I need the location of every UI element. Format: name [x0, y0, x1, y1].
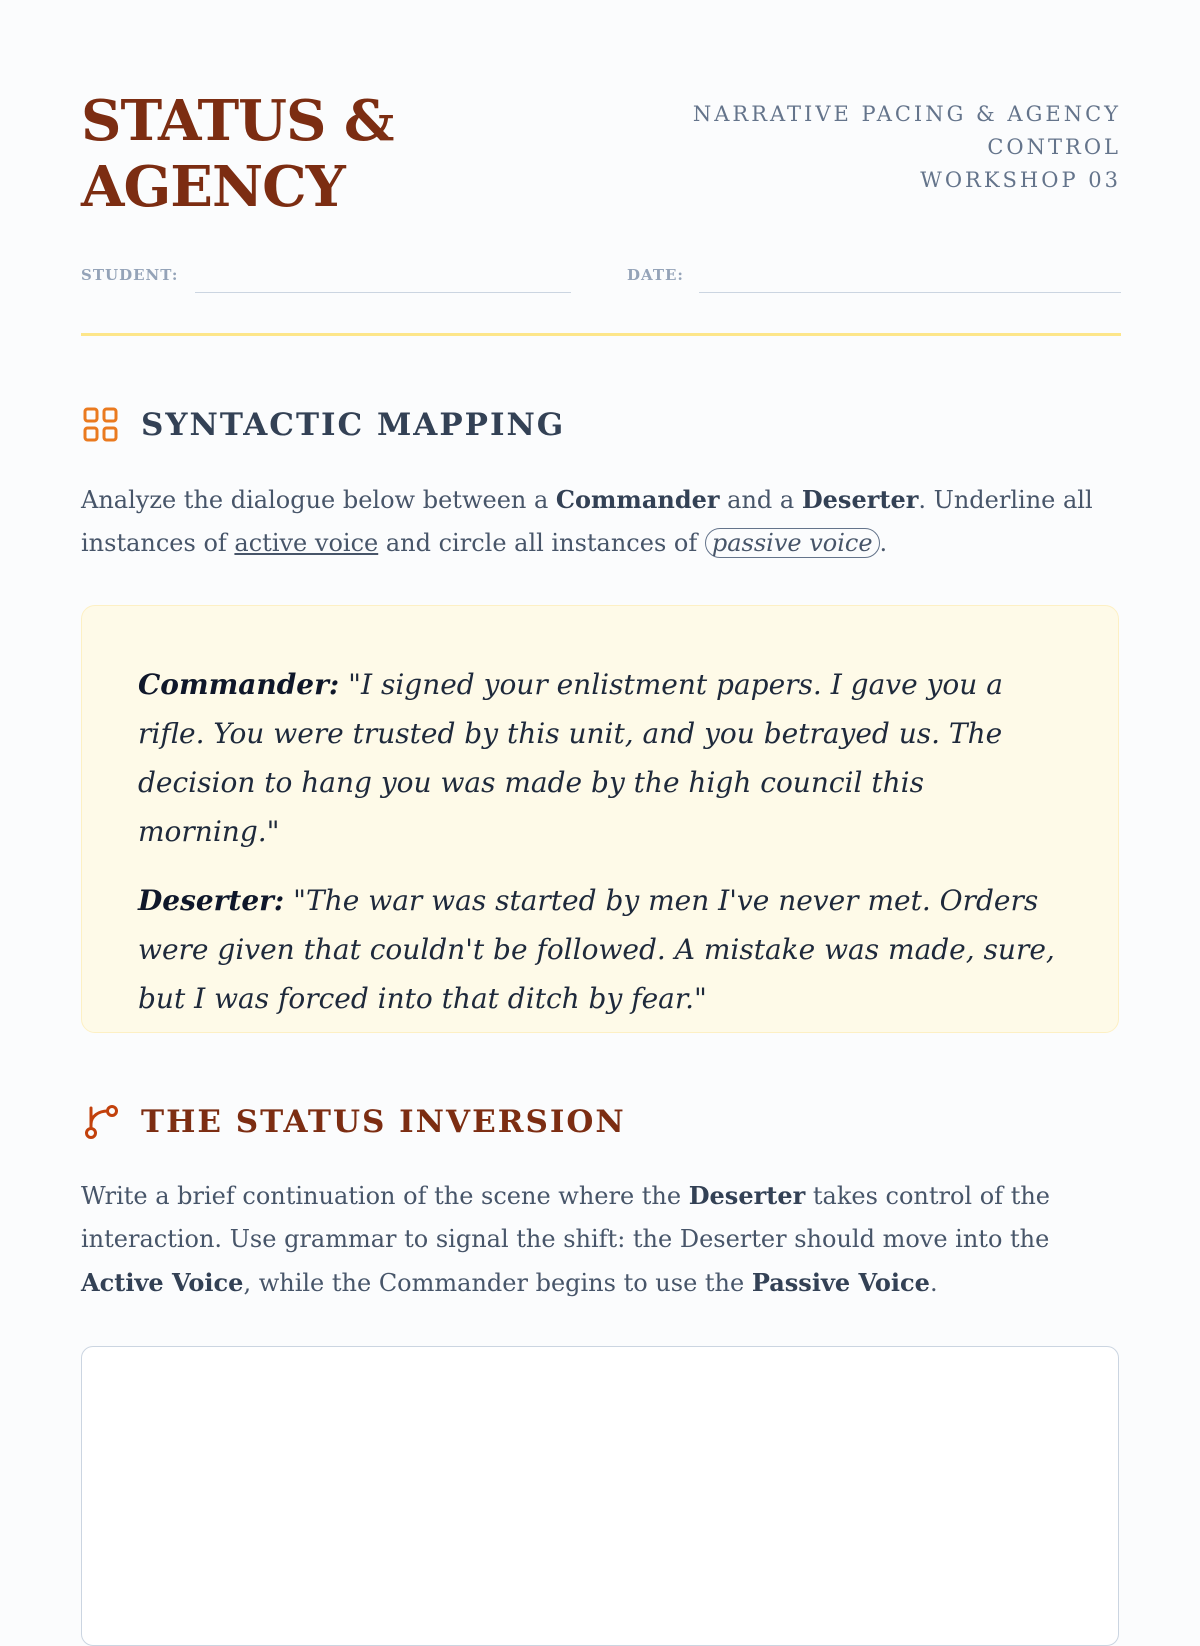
- section-title: THE STATUS INVERSION: [141, 1104, 626, 1140]
- speaker-name: Commander:: [138, 668, 340, 701]
- writing-answer-box[interactable]: [81, 1346, 1119, 1646]
- meta-line-1: NARRATIVE PACING & AGENCY: [692, 102, 1121, 126]
- instr-text: takes control of the interaction. Use grammar to signal the shift: the Deserter should move into the: [81, 1182, 1050, 1253]
- section-status-inversion-header: [81, 1102, 626, 1142]
- dialogue-line: [138, 660, 1062, 856]
- instr-bold: Passive Voice: [751, 1268, 930, 1297]
- dialogue-box: [81, 605, 1119, 1033]
- meta-line-3: WORKSHOP 03: [920, 168, 1121, 192]
- title-line-1: STATUS &: [81, 88, 394, 154]
- dialogue-text: "The war was started by men I've never met. Orders were given that couldn't be followed. A mistake was made, sure, but I was forced into that ditch by fear.": [138, 884, 1055, 1015]
- instr-text: Analyze the dialogue below between a: [81, 486, 556, 514]
- workshop-meta: [693, 98, 1121, 197]
- date-field[interactable]: [699, 292, 1121, 293]
- instr-text: and a: [719, 486, 802, 514]
- speaker-name: Deserter:: [138, 884, 285, 917]
- active-voice-example: active voice: [234, 529, 379, 557]
- section-title: SYNTACTIC MAPPING: [141, 407, 566, 443]
- page-title: [81, 88, 393, 220]
- instr-bold: Deserter: [688, 1181, 806, 1210]
- section-instructions: [81, 478, 1121, 565]
- grid-icon: [81, 405, 121, 445]
- student-info-row: [81, 258, 1121, 294]
- instr-bold: Active Voice: [81, 1268, 244, 1297]
- section-syntactic-mapping-header: [81, 405, 565, 445]
- instr-text: .: [879, 529, 888, 557]
- dialogue-text: "I signed your enlistment papers. I gave you a rifle. You were trusted by this unit, and you betrayed us. The decision to hang you was made by the high council this morning.": [138, 668, 1003, 848]
- passive-voice-example: passive voice: [705, 528, 880, 558]
- meta-line-2: CONTROL: [987, 135, 1121, 159]
- date-label: DATE:: [627, 266, 684, 284]
- instr-text: , while the Commander begins to use the: [243, 1269, 752, 1297]
- instr-text: .: [929, 1269, 938, 1297]
- instr-text: Write a brief continuation of the scene where the: [81, 1182, 689, 1210]
- section-instructions: [81, 1174, 1121, 1305]
- instr-text: and circle all instances of: [378, 529, 705, 557]
- instr-bold: Deserter: [801, 485, 919, 514]
- instr-bold: Commander: [555, 485, 720, 514]
- instr-text: . Underline all instances of: [81, 486, 1093, 557]
- header-divider: [81, 333, 1121, 336]
- title-line-2: AGENCY: [81, 154, 345, 220]
- student-name-field[interactable]: [195, 292, 571, 293]
- branch-icon: [81, 1102, 121, 1142]
- student-label: STUDENT:: [81, 266, 179, 284]
- dialogue-line: [138, 876, 1062, 1023]
